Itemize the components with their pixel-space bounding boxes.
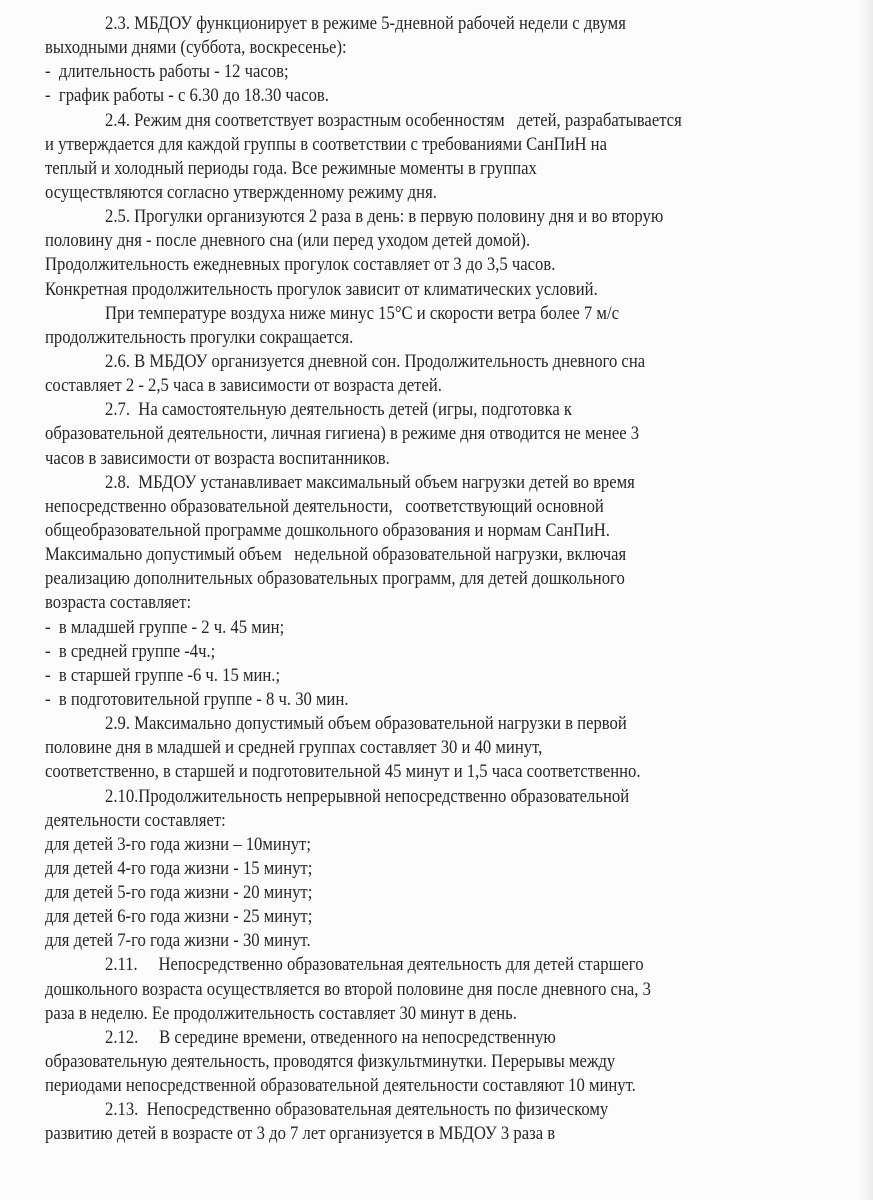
text-line-content: - в старшей группе -6 ч. 15 мин.; [45,665,281,686]
text-line-content: раза в неделю. Ее продолжительность составляет 30 минут в день. [45,1003,517,1024]
text-line [45,567,855,591]
text-line [45,833,855,857]
document-page [45,12,855,1147]
text-line [45,929,855,953]
text-line [45,857,855,881]
text-line [45,1122,855,1146]
text-line [45,253,855,277]
text-line [45,422,855,446]
text-line-content: - в младшей группе - 2 ч. 45 мин; [45,617,285,638]
text-line [45,785,855,809]
text-line [45,1050,855,1074]
text-line [45,471,855,495]
text-line [45,591,855,615]
text-line-content: При температуре воздуха ниже минус 15°С и скорости ветра более 7 м/с [105,303,619,324]
text-line-content: 2.6. В МБДОУ организуется дневной сон. Продолжительность дневного сна [105,351,646,372]
text-line-content: - график работы - с 6.30 до 18.30 часов. [45,86,329,107]
text-line [45,181,855,205]
text-line-content: возраста составляет: [45,593,192,614]
text-line [45,157,855,181]
text-line-content: 2.13. Непосредственно образовательная деятельность по физическому [105,1100,609,1121]
text-line [45,374,855,398]
text-line-content: 2.10.Продолжительность непрерывной непосредственно образовательной [105,786,630,807]
text-line [45,60,855,84]
text-line-content: и утверждается для каждой группы в соответствии с требованиями СанПиН на [45,134,607,155]
text-line [45,1026,855,1050]
text-line-content: образовательную деятельность, проводятся физкультминутки. Перерывы между [45,1052,616,1073]
text-line-content: для детей 4-го года жизни - 15 минут; [45,858,313,879]
text-line-content: - в средней группе -4ч.; [45,641,216,662]
text-line-content: - в подготовительной группе - 8 ч. 30 мин. [45,689,349,710]
text-line [45,229,855,253]
text-line [45,1098,855,1122]
text-line [45,84,855,108]
text-line-content: выходными днями (суббота, воскресенье): [45,38,347,59]
text-line [45,519,855,543]
text-line-content: соответственно, в старшей и подготовительной 45 минут и 1,5 часа соответственно. [45,762,641,783]
text-line [45,109,855,133]
text-line-content: для детей 3-го года жизни – 10минут; [45,834,311,855]
text-line [45,350,855,374]
text-line-content: 2.5. Прогулки организуются 2 раза в день: в первую половину дня и во вторую [105,207,664,228]
text-line-content: общеобразовательной программе дошкольного образования и нормам СанПиН. [45,520,610,541]
text-line [45,543,855,567]
text-line [45,133,855,157]
text-line [45,1002,855,1026]
text-line-content: осуществляются согласно утвержденному режиму дня. [45,182,437,203]
text-line-content: развитию детей в возрасте от 3 до 7 лет организуется в МБДОУ 3 раза в [45,1124,556,1145]
text-line-content: 2.7. На самостоятельную деятельность детей (игры, подготовка к [105,400,573,421]
text-line-content: 2.3. МБДОУ функционирует в режиме 5-дневной рабочей недели с двумя [105,14,626,34]
text-line-content: для детей 7-го года жизни - 30 минут. [45,931,311,952]
text-line [45,205,855,229]
text-line-content: часов в зависимости от возраста воспитанников. [45,448,390,469]
text-line-content: дошкольного возраста осуществляется во второй половине дня после дневного сна, 3 [45,979,651,1000]
text-line-content: Продолжительность ежедневных прогулок составляет от 3 до 3,5 часов. [45,255,556,276]
text-line [45,616,855,640]
text-line [45,664,855,688]
text-line [45,278,855,302]
text-line [45,736,855,760]
text-line-content: образовательной деятельности, личная гигиена) в режиме дня отводится не менее 3 [45,424,640,445]
text-line [45,398,855,422]
text-line-content: для детей 6-го года жизни - 25 минут; [45,907,313,928]
text-line-content: 2.12. В середине времени, отведенного на непосредственную [105,1027,556,1048]
text-line-content: реализацию дополнительных образовательных программ, для детей дошкольного [45,569,625,590]
text-line [45,953,855,977]
text-line [45,36,855,60]
text-line-content: периодами непосредственной образовательной деятельности составляют 10 минут. [45,1076,636,1097]
text-line-content: теплый и холодный периоды года. Все режимные моменты в группах [45,158,537,179]
text-line [45,809,855,833]
text-line-content: половину дня - после дневного сна (или перед уходом детей домой). [45,231,531,252]
text-line [45,905,855,929]
text-line [45,12,855,36]
text-line-content: половине дня в младшей и средней группах составляет 30 и 40 минут, [45,738,543,759]
text-line [45,326,855,350]
text-line-content: продолжительность прогулки сокращается. [45,327,354,348]
text-line [45,302,855,326]
text-line-content: 2.8. МБДОУ устанавливает максимальный объем нагрузки детей во время [105,472,635,493]
text-line-content: Максимально допустимый объем недельной образовательной нагрузки, включая [45,545,627,566]
text-line [45,640,855,664]
text-line [45,712,855,736]
text-line [45,978,855,1002]
text-line [45,495,855,519]
text-line [45,447,855,471]
text-line-content: деятельности составляет: [45,810,226,831]
text-line-content: - длительность работы - 12 часов; [45,62,289,83]
text-line-content: составляет 2 - 2,5 часа в зависимости от возраста детей. [45,376,442,397]
text-line [45,881,855,905]
text-line-content: Конкретная продолжительность прогулок зависит от климатических условий. [45,279,598,300]
text-line [45,1074,855,1098]
text-line-content: 2.9. Максимально допустимый объем образовательной нагрузки в первой [105,714,627,735]
text-line-content: для детей 5-го года жизни - 20 минут; [45,883,313,904]
text-line [45,760,855,784]
text-line-content: непосредственно образовательной деятельности, соответствующий основной [45,496,604,517]
text-line-content: 2.11. Непосредственно образовательная деятельность для детей старшего [105,955,644,976]
text-line-content: 2.4. Режим дня соответствует возрастным особенностям детей, разрабатывается [105,110,682,131]
text-line [45,688,855,712]
scan-edge [859,0,873,1200]
